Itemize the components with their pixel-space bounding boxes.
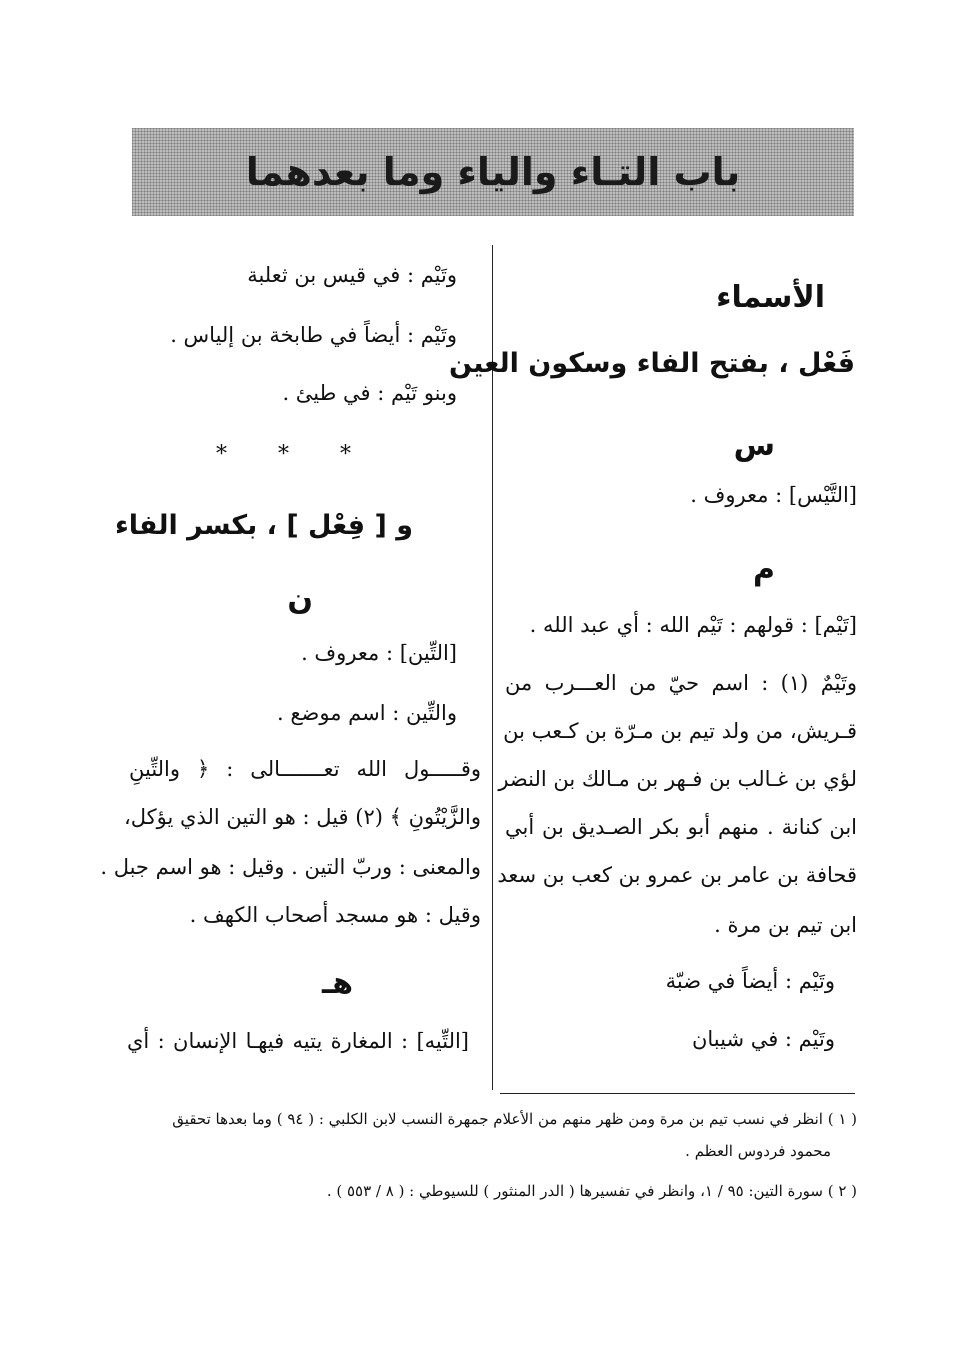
entry-teen: [التِّين] : معروف .: [301, 641, 457, 665]
text-line: وتَيْم : أيضاً في طابخة بن إلياس .: [170, 323, 457, 347]
footnote-rule: [500, 1093, 855, 1094]
text-line: ابن تيم بن مرة .: [714, 913, 857, 937]
text-line: وتَيْم : في قيس بن ثعلبة: [247, 263, 457, 287]
text-line: وبنو تَيْم : في طيئ .: [282, 381, 457, 405]
text-line: والمعنى : وربّ التين . وقيل : هو اسم جبل .: [100, 855, 481, 879]
footnote-1: ( ١ ) انظر في نسب تيم بن مرة ومن ظهر منهم من الأعلام جمهرة النسب لابن الكلبي : ( ٩٤ ) وما بعدها تحقيق: [172, 1110, 857, 1128]
text-line: قحافة بن عامر بن عمرو بن كعب بن سعد: [497, 863, 857, 887]
text-line: ابن كنانة . منهم أبو بكر الصـديق بن أبي: [505, 815, 857, 839]
footnote-2: ( ٢ ) سورة التين: ٩٥ / ١، وانظر في تفسيرها ( الدر المنثور ) للسيوطي : ( ٨ / ٥٥٣ ) .: [326, 1182, 857, 1200]
footnote-1-continuation: محمود فردوس العظم .: [685, 1142, 831, 1160]
text-line: والزَّيْتُونِ ﴾ (٢) قيل : هو التين الذي يؤكل،: [123, 805, 481, 829]
chapter-title: باب التـاء والياء وما بعدهما: [245, 150, 741, 194]
letter-heading-ha: هـ: [321, 966, 353, 1001]
letter-heading-meem: م: [753, 552, 775, 587]
letter-heading-noon: ن: [287, 582, 313, 617]
text-line: قـريش، من ولد تيم بن مـرّة بن كـعب بن: [503, 719, 857, 743]
pattern-title: و [ فِعْل ] ، بكسر الفاء: [114, 510, 413, 541]
text-line: وقيل : هو مسجد أصحاب الكهف .: [189, 903, 481, 927]
entry-taym: [تَيْم] : قولهم : تَيْم الله : أي عبد الله .: [529, 613, 857, 637]
text-line: والتِّين : اسم موضع .: [277, 701, 457, 725]
pattern-title: فَعْل ، بفتح الفاء وسكون العين: [448, 348, 855, 379]
text-line: لؤي بن غـالب بن فـهر بن مـالك بن النضر: [498, 767, 857, 791]
text-line: وقـــــول الله تعـــــــالى : ﴿ والتِّينِ: [129, 757, 481, 781]
chapter-banner: [132, 128, 854, 216]
letter-heading-seen: س: [733, 428, 775, 463]
text-line: وتَيْم : أيضاً في ضبّة: [665, 969, 835, 993]
text-line: وتَيْم : في شيبان: [691, 1027, 835, 1051]
section-separator: * * *: [216, 442, 373, 467]
entry-tays: [التَّيْس] : معروف .: [690, 483, 857, 507]
entry-teeh: [التِّيه] : المغارة يتيه فيهـا الإنسان : أي: [127, 1029, 469, 1053]
text-line: وتَيْمٌ (١) : اسم حيّ من العـــرب من: [505, 671, 857, 695]
section-title: الأسماء: [716, 280, 825, 315]
